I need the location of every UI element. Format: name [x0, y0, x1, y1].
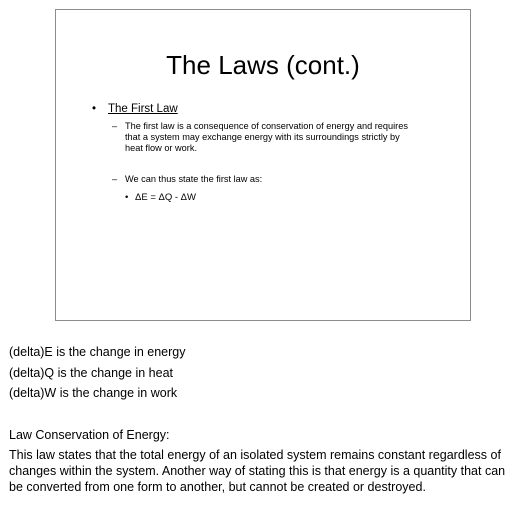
equation: ΔE = ΔQ - ΔW	[135, 192, 196, 203]
law-title: Law Conservation of Energy:	[9, 428, 170, 442]
slide	[55, 9, 471, 321]
note-delta-w: (delta)W is the change in work	[9, 386, 178, 400]
bullet-mark: •	[125, 192, 129, 203]
law-body: This law states that the total energy of an isolated system remains constant regardless of changes within the system. Another way of stating this is that energy is a quantity that can be converted from one form to another, but cannot be created or destroyed.	[9, 448, 506, 494]
sub-bullet-text: The first law is a consequence of conservation of energy and requires that a system may exchange energy with its surroundings strictly by heat flow or work.	[125, 121, 408, 153]
dash-mark: –	[112, 121, 118, 131]
variable-notes	[9, 342, 515, 404]
bullet-label: The First Law	[108, 103, 178, 115]
note-delta-e: (delta)E is the change in energy	[9, 345, 186, 359]
bullet-mark: •	[92, 103, 97, 115]
dash-mark: –	[112, 174, 118, 184]
slide-title: The Laws (cont.)	[166, 50, 360, 80]
note-delta-q: (delta)Q is the change in heat	[9, 365, 173, 380]
sub-bullet-text: We can thus state the first law as:	[125, 174, 263, 184]
